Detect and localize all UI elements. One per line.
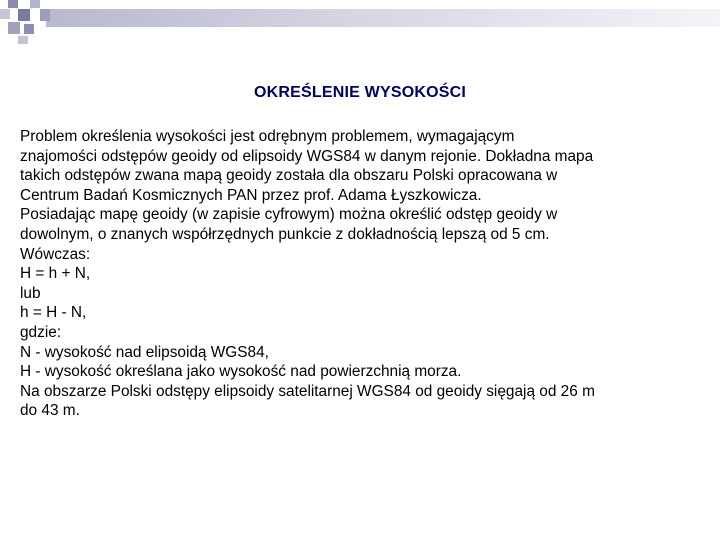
body-line: Na obszarze Polski odstępy elipsoidy satelitarnej WGS84 od geoidy sięgają od 26 m bbox=[20, 382, 595, 400]
deco-square-2 bbox=[30, 0, 40, 8]
body-line: gdzie: bbox=[20, 323, 62, 341]
body-text bbox=[20, 127, 710, 421]
header-gradient-bar bbox=[46, 9, 720, 27]
formula-line: H = h + N, bbox=[20, 265, 91, 283]
deco-square-6 bbox=[8, 22, 20, 34]
deco-square-5 bbox=[40, 9, 50, 21]
slide-title: OKREŚLENIE WYSOKOŚCI bbox=[253, 84, 467, 101]
body-line: Centrum Badań Kosmicznych PAN przez prof. Adama Łyszkowicza. bbox=[20, 186, 482, 204]
definition-line: N - wysokość nad elipsoidą WGS84, bbox=[20, 343, 269, 361]
deco-square-7 bbox=[24, 24, 34, 34]
corner-decoration bbox=[0, 0, 720, 60]
body-line: do 43 m. bbox=[20, 402, 80, 420]
formula-line: h = H - N, bbox=[20, 304, 87, 322]
body-line: Problem określenia wysokości jest odrębnym problemem, wymagającym bbox=[20, 128, 515, 145]
body-line: dowolnym, o znanych współrzędnych punkcie z dokładnością lepszą od 5 cm. bbox=[20, 225, 550, 243]
body-line: takich odstępów zwana mapą geoidy została dla obszaru Polski opracowana w bbox=[20, 167, 558, 185]
deco-square-8 bbox=[18, 36, 28, 44]
deco-square-4 bbox=[18, 9, 30, 21]
body-line: Posiadając mapę geoidy (w zapisie cyfrowym) można określić odstęp geoidy w bbox=[20, 206, 558, 224]
body-line: lub bbox=[20, 284, 41, 302]
body-line: Wówczas: bbox=[20, 245, 91, 263]
definition-line: H - wysokość określana jako wysokość nad powierzchnią morza. bbox=[20, 363, 462, 381]
body-line: znajomości odstępów geoidy od elipsoidy WGS84 w danym rejonie. Dokładna mapa bbox=[20, 147, 594, 165]
deco-square-3 bbox=[0, 9, 10, 19]
deco-square-1 bbox=[8, 0, 18, 8]
